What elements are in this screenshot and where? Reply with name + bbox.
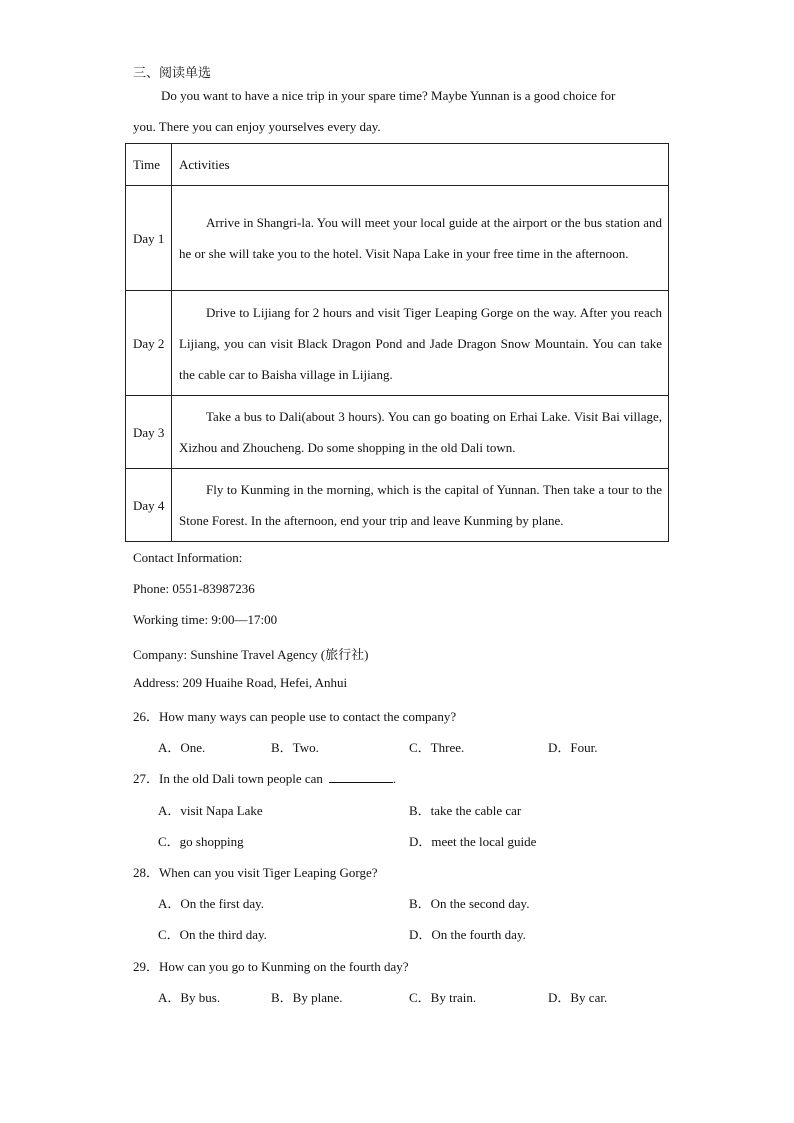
option-27-a[interactable]: A．visit Napa Lake bbox=[158, 803, 263, 818]
option-29-c[interactable]: C．By train. bbox=[409, 990, 477, 1005]
option-28-a[interactable]: A．On the first day. bbox=[158, 896, 265, 911]
intro-line-1: Do you want to have a nice trip in your spare time? Maybe Yunnan is a good choice for bbox=[161, 88, 616, 103]
option-29-d[interactable]: D．By car. bbox=[548, 990, 608, 1005]
option-26-c[interactable]: C．Three. bbox=[409, 740, 465, 755]
contact-heading: Contact Information: bbox=[133, 550, 243, 565]
contact-phone: Phone: 0551-83987236 bbox=[133, 581, 255, 596]
question-27-period: . bbox=[392, 771, 397, 786]
table-header-row bbox=[126, 144, 669, 186]
row-day: Day 4 bbox=[126, 469, 172, 542]
question-27-stem: 27．In the old Dali town people can bbox=[133, 771, 323, 786]
header-time: Time bbox=[126, 144, 172, 186]
row-activities: Drive to Lijiang for 2 hours and visit Tiger Leaping Gorge on the way. After you reach Lijiang, you can visit Black Dragon Pond and Jade Dragon Snow Mountain. You can take the cable car to Baisha village in Lijiang. bbox=[172, 291, 669, 396]
question-26: 26．How many ways can people use to contact the company? bbox=[133, 709, 457, 724]
option-27-b[interactable]: B．take the cable car bbox=[409, 803, 522, 818]
row-day: Day 3 bbox=[126, 396, 172, 469]
contact-address: Address: 209 Huaihe Road, Hefei, Anhui bbox=[133, 675, 348, 690]
row-day: Day 2 bbox=[126, 291, 172, 396]
option-28-b[interactable]: B．On the second day. bbox=[409, 896, 530, 911]
option-29-a[interactable]: A．By bus. bbox=[158, 990, 221, 1005]
option-27-c[interactable]: C．go shopping bbox=[158, 834, 244, 849]
table-row bbox=[126, 469, 669, 542]
contact-company: Company: Sunshine Travel Agency (旅行社) bbox=[133, 647, 369, 662]
option-28-c[interactable]: C．On the third day. bbox=[158, 927, 267, 942]
row-activities: Arrive in Shangri-la. You will meet your local guide at the airport or the bus station and he or she will take you to the hotel. Visit Napa Lake in your free time in the afternoon. bbox=[172, 186, 669, 291]
itinerary-table bbox=[125, 143, 669, 542]
contact-working-time: Working time: 9:00—17:00 bbox=[133, 612, 278, 627]
option-28-d[interactable]: D．On the fourth day. bbox=[409, 927, 526, 942]
option-26-a[interactable]: A．One. bbox=[158, 740, 206, 755]
table-row bbox=[126, 186, 669, 291]
question-28: 28．When can you visit Tiger Leaping Gorge? bbox=[133, 865, 378, 880]
answer-blank bbox=[329, 770, 393, 783]
section-title: 三、阅读单选 bbox=[133, 65, 212, 80]
row-activities: Fly to Kunming in the morning, which is the capital of Yunnan. Then take a tour to the Stone Forest. In the afternoon, end your trip and leave Kunming by plane. bbox=[172, 469, 669, 542]
option-26-d[interactable]: D．Four. bbox=[548, 740, 598, 755]
question-27 bbox=[133, 768, 396, 787]
table-row bbox=[126, 396, 669, 469]
header-activities: Activities bbox=[172, 144, 669, 186]
option-29-b[interactable]: B．By plane. bbox=[271, 990, 343, 1005]
option-26-b[interactable]: B．Two. bbox=[271, 740, 319, 755]
table-row bbox=[126, 291, 669, 396]
intro-line-2: you. There you can enjoy yourselves every day. bbox=[133, 119, 381, 134]
row-day: Day 1 bbox=[126, 186, 172, 291]
option-27-d[interactable]: D．meet the local guide bbox=[409, 834, 537, 849]
question-29: 29．How can you go to Kunming on the fourth day? bbox=[133, 959, 409, 974]
row-activities: Take a bus to Dali(about 3 hours). You can go boating on Erhai Lake. Visit Bai village, Xizhou and Zhoucheng. Do some shopping in the old Dali town. bbox=[172, 396, 669, 469]
